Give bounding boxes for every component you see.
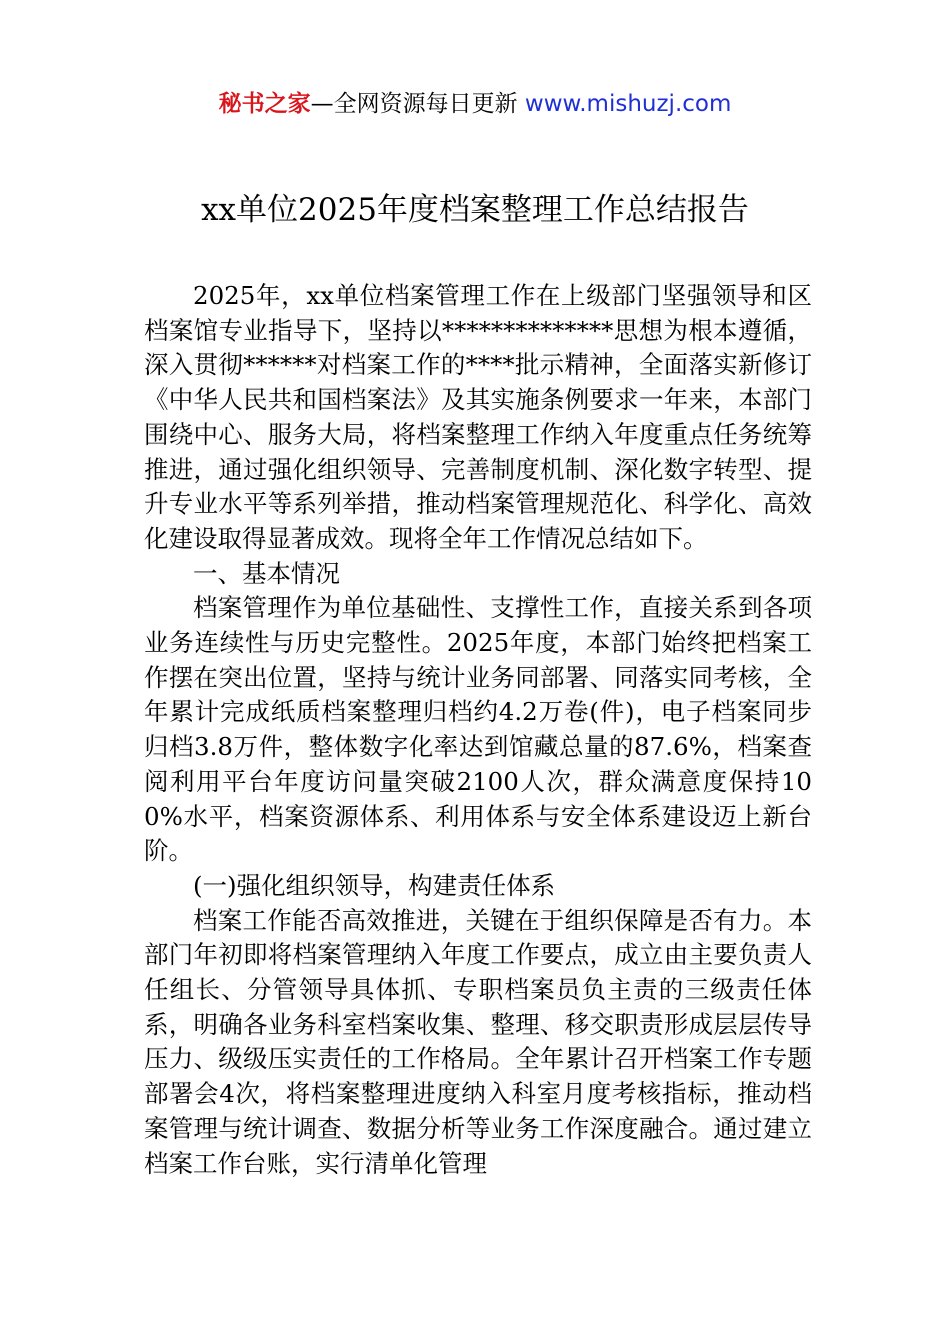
header-tagline: —全网资源每日更新	[310, 91, 518, 117]
subsection-1-heading: (一)强化组织领导，构建责任体系	[193, 870, 556, 900]
document-title: xx单位2025年度档案整理工作总结报告	[201, 192, 749, 228]
site-header	[0, 88, 950, 120]
section-1-paragraph: 档案管理作为单位基础性、支撑性工作，直接关系到各项业务连续性与历史完整性。2025年度，本部门始终把档案工作摆在突出位置，坚持与统计业务同部署、同落实同考核，全年累计完成纸质档案整理归档约4.2万卷(件)，电子档案同步归档3.8万件，整体数字化率达到馆藏总量的87.6%，档案查阅利用平台年度访问量突破2100人次，群众满意度保持100%水平，档案资源体系、利用体系与安全体系建设迈上新台阶。	[144, 593, 812, 866]
site-url-link[interactable]: www.mishuzj.com	[524, 91, 732, 117]
subsection-1-paragraph: 档案工作能否高效推进，关键在于组织保障是否有力。本部门年初即将档案管理纳入年度工作要点，成立由主要负责人任组长、分管领导具体抓、专职档案员负主责的三级责任体系，明确各业务科室档案收集、整理、移交职责形成层层传导压力、级级压实责任的工作格局。全年累计召开档案工作专题部署会4次，将档案整理进度纳入科室月度考核指标，推动档案管理与统计调查、数据分析等业务工作深度融合。通过建立档案工作台账，实行清单化管理	[144, 905, 812, 1178]
intro-paragraph: 2025年，xx单位档案管理工作在上级部门坚强领导和区档案馆专业指导下，坚持以**************思想为根本遵循，深入贯彻******对档案工作的****批示精神，全面落实新修订《中华人民共和国档案法》及其实施条例要求一年来，本部门围绕中心、服务大局，将档案整理工作纳入年度重点任务统筹推进，通过强化组织领导、完善制度机制、深化数字转型、提升专业水平等系列举措，推动档案管理规范化、科学化、高效化建设取得显著成效。现将全年工作情况总结如下。	[144, 281, 812, 553]
document-body	[144, 279, 812, 1181]
brand-name: 秘书之家	[218, 91, 311, 117]
section-1-heading: 一、基本情况	[193, 558, 340, 588]
